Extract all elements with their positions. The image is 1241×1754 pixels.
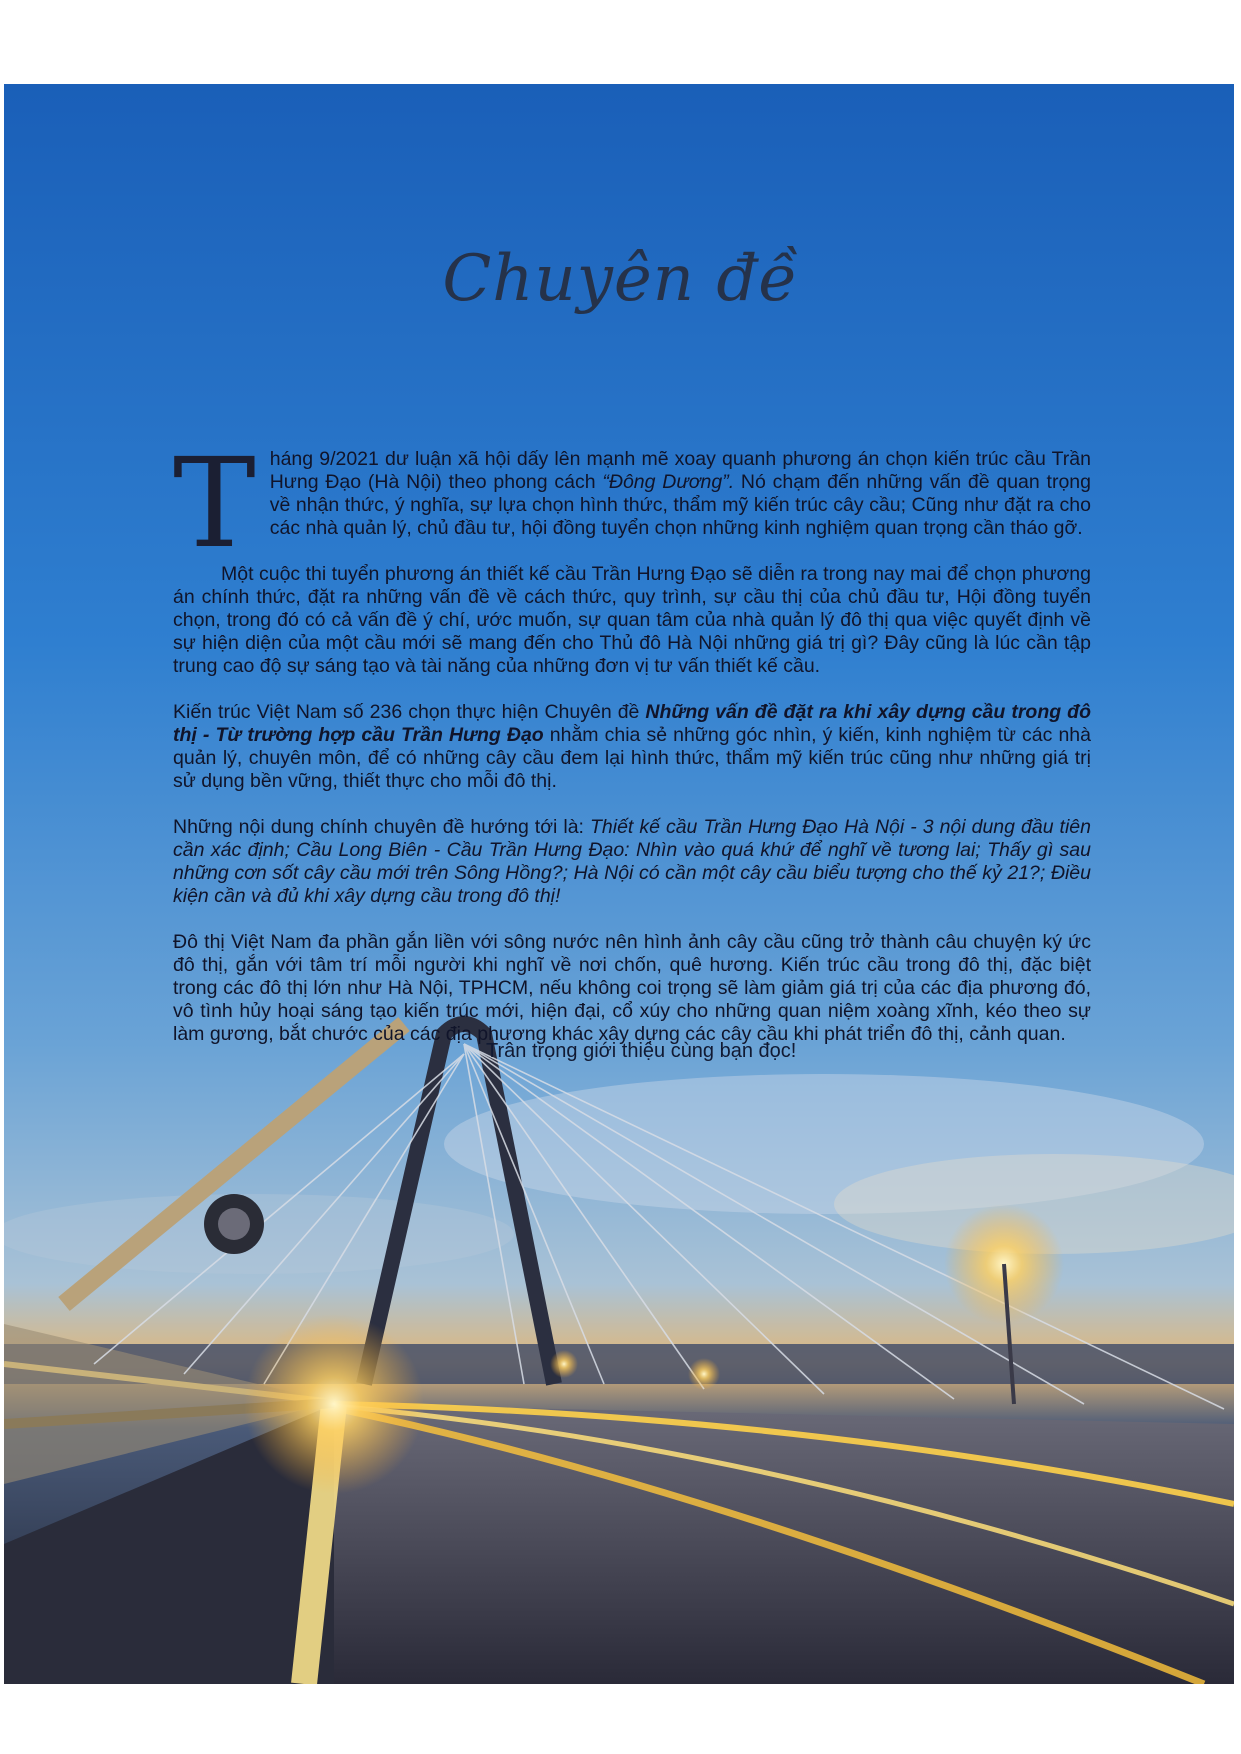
section-title: Chuyên đề (442, 242, 799, 316)
topic-title: Những vấn đề đặt ra khi xây dựng cầu trong đô thị - Từ trường hợp cầu Trần Hưng Đạo (173, 701, 1091, 746)
paragraph-competition: Một cuộc thi tuyển phương án thiết kế cầu Trần Hưng Đạo sẽ diễn ra trong nay mai để chọn phương án chính thức, đặt ra những vấn đề về cách thức, quy trình, sự cầu thị của chủ đầu tư, Hội đồng tuyển chọn, trong đó có cả vấn đề ý chí, ước muốn, sự quan tâm của nhà quản lý đô thị qua việc quyết định về sự hiện diện của một cầu mới sẽ mang đến cho Thủ đô Hà Nội những giá trị gì? Đây cũng là lúc cần tập trung cao độ sự sáng tạo và tài năng của những đơn vị tư vấn thiết kế cầu. (173, 563, 1091, 677)
contents-list: Thiết kế cầu Trần Hưng Đạo Hà Nội - 3 nội dung đầu tiên cần xác định; Cầu Long Biên - Cầu Trần Hưng Đạo: Nhìn vào quá khứ để nghĩ về tương lai; Thấy gì sau những cơn sốt cây cầu mới trên Sông Hồng?; Hà Nội có cần một cây cầu biểu tượng cho thế kỷ 21?; Điều kiện cần và đủ khi xây dựng cầu trong đô thị! (173, 816, 1091, 907)
drop-cap: T (173, 432, 256, 576)
closing-line: Trân trọng giới thiệu cùng bạn đọc! (486, 1040, 797, 1062)
paragraph-topic: Kiến trúc Việt Nam số 236 chọn thực hiện Chuyên đề Những vấn đề đặt ra khi xây dựng cầu trong đô thị - Từ trường hợp cầu Trần Hưng Đạo nhằm chia sẻ những góc nhìn, ý kiến, kinh nghiệm từ các nhà quản lý, chuyên môn, để có những cây cầu đem lại hình thức, thẩm mỹ kiến trúc cũng như những giá trị sử dụng bền vững, thiết thực cho mỗi đô thị. (173, 701, 1091, 792)
paragraph-contents: Những nội dung chính chuyên đề hướng tới là: Thiết kế cầu Trần Hưng Đạo Hà Nội - 3 nội dung đầu tiên cần xác định; Cầu Long Biên - Cầu Trần Hưng Đạo: Nhìn vào quá khứ để nghĩ về tương lai; Thấy gì sau những cơn sốt cây cầu mới trên Sông Hồng?; Hà Nội có cần một cây cầu biểu tượng cho thế kỷ 21?; Điều kiện cần và đủ khi xây dựng cầu trong đô thị! (173, 816, 1091, 907)
paragraph-urban: Đô thị Việt Nam đa phần gắn liền với sông nước nên hình ảnh cây cầu cũng trở thành câu chuyện ký ức đô thị, gắn với tâm trí mỗi người khi nghĩ về nơi chốn, quê hương. Kiến trúc cầu trong đô thị, đặc biệt trong các đô thị lớn như Hà Nội, TPHCM, nếu không coi trọng sẽ làm giảm giá trị của các địa phương đó, vô tình hủy hoại sáng tạo kiến trúc mới, hiện đại, cổ xúy cho những quan niệm xoàng xĩnh, kéo theo sự làm gương, bắt chước của các địa phương khác xây dựng các cây cầu khi phát triển đô thị, cảnh quan. (173, 931, 1091, 1045)
paragraph-intro: Tháng 9/2021 dư luận xã hội dấy lên mạnh mẽ xoay quanh phương án chọn kiến trúc cầu Trần Hưng Đạo (Hà Nội) theo phong cách “Đông Dương”. Nó chạm đến những vấn đề quan trọng về nhận thức, ý nghĩa, sự lựa chọn hình thức, thẩm mỹ kiến trúc cây cầu; Cũng như đặt ra cho các nhà quản lý, chủ đầu tư, hội đồng tuyển chọn những kinh nghiệm quan trọng cần tháo gỡ. (173, 432, 1091, 576)
article-body (173, 432, 1091, 1069)
